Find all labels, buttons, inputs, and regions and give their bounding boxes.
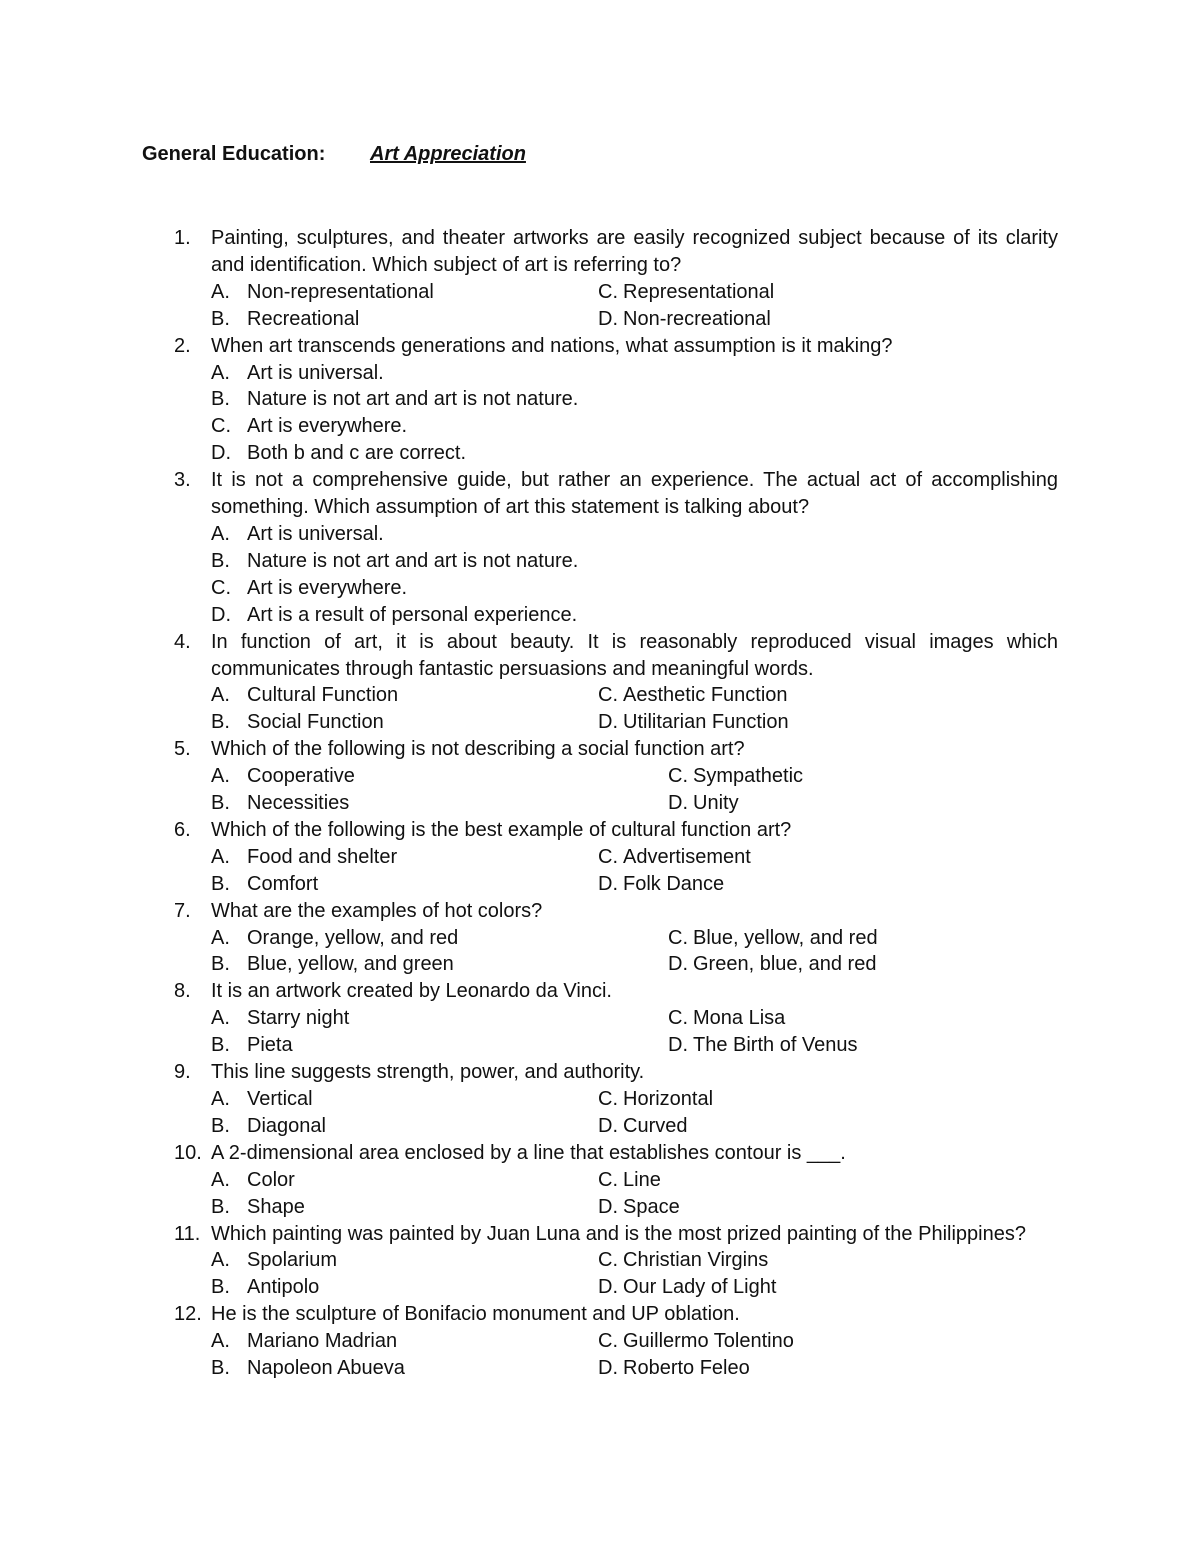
question-number: 10. [174,1141,202,1164]
question-stem [174,736,1058,763]
option-text: Napoleon Abueva [247,1357,405,1380]
option-letter: C. [598,1249,618,1272]
option-text: Nature is not art and art is not nature. [247,388,579,411]
answer-option [174,575,1058,602]
question-stem [174,1301,1058,1328]
answer-option [174,1032,668,1059]
option-text: Unity [693,792,739,815]
option-letter: D. [668,953,688,976]
option-letter: C. [598,1330,618,1353]
option-letter: C. [598,845,618,868]
option-text: Recreational [247,307,360,330]
option-letter: B. [211,1276,230,1299]
question-2 [174,333,1058,468]
question-number: 7. [174,899,191,922]
option-text: Line [623,1168,661,1191]
option-letter: B. [211,872,230,895]
option-text: Cultural Function [247,684,399,707]
option-letter: B. [211,1114,230,1137]
option-letter: B. [211,388,230,411]
question-number: 1. [174,227,191,249]
answer-option [598,306,1058,333]
option-letter: D. [668,792,688,815]
option-text: Food and shelter [247,845,398,868]
question-stem [174,333,1058,360]
answer-option [668,951,1058,978]
answer-option [174,440,1058,467]
option-letter: A. [211,765,230,788]
answer-option [668,1032,1058,1059]
question-number: 9. [174,1061,191,1084]
answer-option [174,709,598,736]
question-text: Which of the following is the best example of cultural function art? [211,818,792,841]
option-letter: D. [598,872,618,895]
option-text: Pieta [247,1034,293,1057]
option-text: Our Lady of Light [623,1276,777,1299]
option-letter: D. [598,1114,618,1137]
option-letter: A. [211,684,230,707]
question-number: 3. [174,469,191,492]
question-stem [174,467,1058,521]
option-text: Art is everywhere. [247,415,408,438]
question-number: 8. [174,980,191,1003]
option-text: Aesthetic Function [623,684,788,707]
option-text: Blue, yellow, and red [693,926,878,949]
question-11 [174,1221,1058,1302]
option-letter: D. [598,1357,618,1380]
answer-option [598,709,1058,736]
question-number: 11. [174,1222,201,1245]
option-text: Social Function [247,711,384,734]
answer-option [598,1086,1058,1113]
option-text: Sympathetic [693,765,804,788]
option-letter: D. [598,711,618,734]
option-letter: A. [211,1330,230,1353]
question-7 [174,898,1058,979]
option-letter: A. [211,280,230,303]
option-text: Cooperative [247,765,355,788]
question-text: Which of the following is not describing a social function art? [211,738,745,761]
option-letter: A. [211,926,230,949]
option-letter: B. [211,1034,230,1057]
option-letter: D. [668,1034,688,1057]
option-letter: C. [598,1088,618,1110]
answer-option [598,871,1058,898]
option-letter: D. [598,1195,618,1218]
option-letter: B. [211,792,230,815]
answer-option [174,1355,598,1382]
option-text: Spolarium [247,1249,338,1272]
answer-option [174,763,668,790]
answer-options [174,521,1058,629]
answer-options [174,1005,1058,1059]
question-6 [174,817,1058,898]
answer-option [668,790,1058,817]
option-text: Horizontal [623,1088,714,1110]
answer-option [174,1328,598,1355]
answer-option [174,844,598,871]
question-12 [174,1301,1058,1382]
question-text: What are the examples of hot colors? [211,899,543,922]
answer-options [174,682,1058,736]
question-text: He is the sculpture of Bonifacio monument and UP oblation. [211,1303,740,1326]
question-text: This line suggests strength, power, and authority. [211,1061,645,1084]
option-text: Art is a result of personal experience. [247,603,578,626]
answer-options [174,925,1058,979]
option-text: Non-recreational [623,307,771,330]
question-stem [174,817,1058,844]
question-5 [174,736,1058,817]
option-text: Starry night [247,1007,350,1030]
answer-option [174,790,668,817]
answer-option [174,1194,598,1221]
option-text: Space [623,1195,680,1218]
question-number: 4. [174,630,191,653]
option-text: Christian Virgins [623,1249,769,1272]
answer-option [174,1113,598,1140]
answer-option [598,682,1058,709]
option-text: Roberto Feleo [623,1357,750,1380]
document-header [142,140,526,168]
option-letter: C. [668,926,688,949]
option-letter: D. [211,603,231,626]
option-letter: A. [211,1007,230,1030]
option-letter: C. [598,684,618,707]
option-text: Color [247,1168,295,1191]
question-number: 2. [174,334,191,357]
option-text: Orange, yellow, and red [247,926,459,949]
question-list [174,225,1058,1382]
option-letter: B. [211,953,230,976]
question-10 [174,1140,1058,1221]
option-text: Representational [623,280,775,303]
course-label: General Education: [142,143,326,165]
option-letter: B. [211,1195,230,1218]
question-3 [174,467,1058,628]
question-text: A 2-dimensional area enclosed by a line that establishes contour is ___. [211,1141,846,1164]
answer-option [598,1167,1058,1194]
question-stem [174,629,1058,683]
question-number: 6. [174,818,191,841]
answer-option [668,763,1058,790]
option-letter: D. [598,307,618,330]
answer-option [598,844,1058,871]
option-letter: A. [211,361,230,384]
option-letter: A. [211,1088,230,1110]
question-text: Which painting was painted by Juan Luna and is the most prized painting of the Philippines? [211,1222,1026,1245]
answer-option [598,1113,1058,1140]
question-stem [174,1221,1058,1248]
option-letter: A. [211,845,230,868]
answer-option [174,871,598,898]
answer-option [174,521,1058,548]
option-letter: A. [211,1168,230,1191]
option-letter: A. [211,522,230,545]
answer-option [598,1247,1058,1274]
answer-option [174,1005,668,1032]
answer-option [174,925,668,952]
option-letter: C. [668,1007,688,1030]
option-text: Vertical [247,1088,313,1110]
option-text: Folk Dance [623,872,725,895]
option-text: Art is everywhere. [247,576,408,599]
answer-options [174,1086,1058,1140]
answer-option [598,279,1058,306]
answer-option [174,1274,598,1301]
option-letter: D. [211,442,231,465]
option-text: Non-representational [247,280,434,303]
answer-options [174,279,1058,333]
answer-option [174,682,598,709]
option-text: Both b and c are correct. [247,442,467,465]
answer-option [668,925,1058,952]
option-text: Curved [623,1114,688,1137]
option-text: Antipolo [247,1276,320,1299]
option-text: Comfort [247,872,319,895]
answer-option [174,279,598,306]
answer-option [174,548,1058,575]
answer-option [174,1086,598,1113]
option-letter: C. [598,1168,618,1191]
option-letter: D. [598,1276,618,1299]
option-letter: B. [211,1357,230,1380]
question-stem [174,1059,1058,1086]
question-stem [174,978,1058,1005]
option-text: Green, blue, and red [693,953,877,976]
answer-option [598,1355,1058,1382]
question-text: In function of art, it is about beauty. It is reasonably reproduced visual images which communicates through fantastic persuasions and meaningful words. [211,630,1058,680]
answer-option [174,413,1058,440]
question-4 [174,629,1058,737]
option-letter: C. [211,415,231,438]
question-text: It is an artwork created by Leonardo da Vinci. [211,980,612,1003]
option-text: Art is universal. [247,522,384,545]
option-text: Mona Lisa [693,1007,786,1030]
option-text: Mariano Madrian [247,1330,398,1353]
course-title: Art Appreciation [370,143,526,165]
option-letter: B. [211,307,230,330]
answer-option [174,360,1058,387]
answer-options [174,360,1058,468]
question-9 [174,1059,1058,1140]
answer-option [174,602,1058,629]
question-stem [174,225,1058,279]
option-text: Utilitarian Function [623,711,789,734]
option-letter: B. [211,549,230,572]
answer-option [174,951,668,978]
answer-options [174,844,1058,898]
option-text: Art is universal. [247,361,384,384]
question-stem [174,1140,1058,1167]
answer-option [174,1247,598,1274]
question-stem [174,898,1058,925]
answer-options [174,1167,1058,1221]
option-text: Necessities [247,792,350,815]
option-text: Diagonal [247,1114,326,1137]
answer-options [174,763,1058,817]
answer-option [598,1328,1058,1355]
question-8 [174,978,1058,1059]
answer-option [598,1194,1058,1221]
answer-options [174,1247,1058,1301]
option-letter: C. [211,576,231,599]
option-letter: C. [668,765,688,788]
option-letter: C. [598,280,618,303]
option-text: The Birth of Venus [693,1034,858,1057]
option-text: Blue, yellow, and green [247,953,454,976]
option-text: Guillermo Tolentino [623,1330,794,1353]
question-1 [174,225,1058,333]
question-number: 5. [174,738,191,761]
answer-option [598,1274,1058,1301]
question-text: It is not a comprehensive guide, but rather an experience. The actual act of accomplishing something. Which assumption of art this statement is talking about? [211,469,1058,519]
answer-option [174,306,598,333]
answer-options [174,1328,1058,1382]
answer-option [174,1167,598,1194]
answer-option [174,386,1058,413]
option-text: Nature is not art and art is not nature. [247,549,579,572]
question-text: When art transcends generations and nations, what assumption is it making? [211,334,893,357]
option-letter: A. [211,1249,230,1272]
answer-option [668,1005,1058,1032]
question-number: 12. [174,1303,202,1326]
option-letter: B. [211,711,230,734]
option-text: Advertisement [623,845,751,868]
option-text: Shape [247,1195,305,1218]
question-text: Painting, sculptures, and theater artworks are easily recognized subject because of its clarity and identification. Which subject of art is referring to? [211,227,1058,276]
